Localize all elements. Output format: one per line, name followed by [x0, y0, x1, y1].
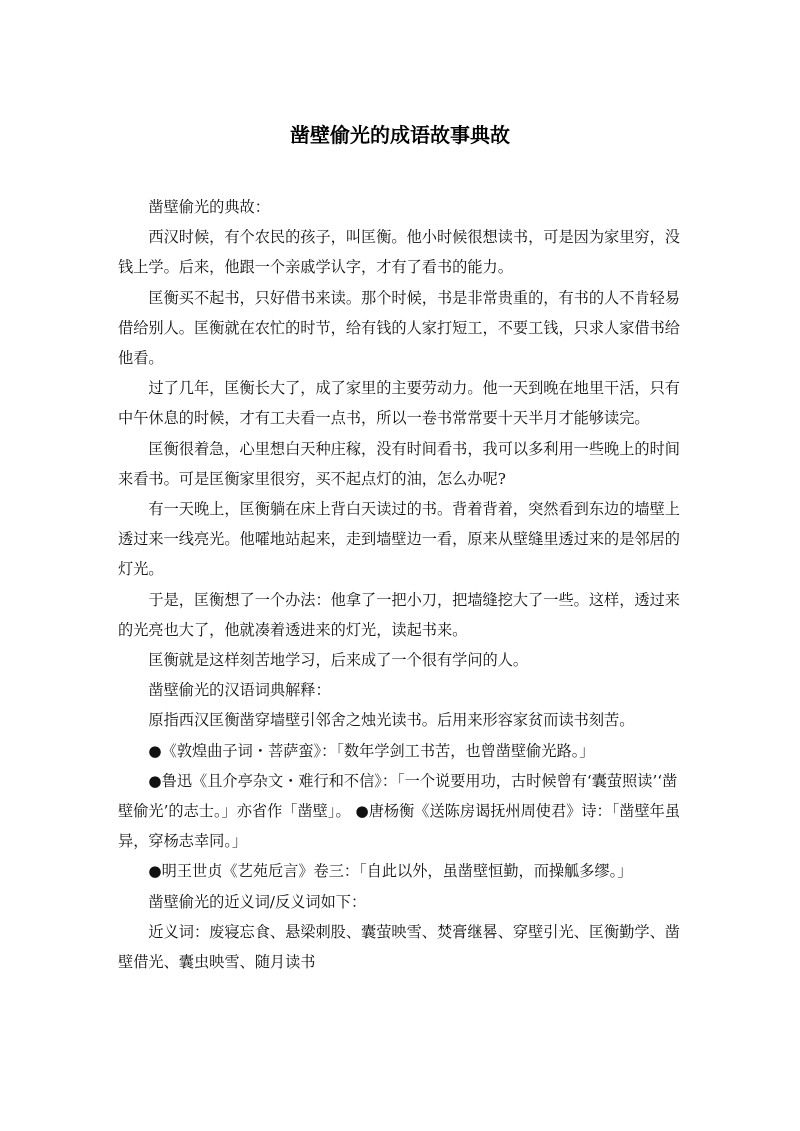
paragraph-synonyms-heading: 凿壁偷光的近义词/反义词如下：	[148, 892, 367, 911]
paragraph: 匡衡买不起书，只好借书来读。那个时候，书是非常贵重的，有书的人不肯轻易借给别人。匡衡就在农忙的时节，给有钱的人家打短工，不要工钱，只求人家借书给他看。	[118, 288, 680, 368]
paragraph: 于是，匡衡想了一个办法：他拿了一把小刀，把墙缝挖大了一些。这样，透过来的光亮也大了，他就凑着透进来的灯光，读起书来。	[118, 590, 680, 639]
citation: ●《敦煌曲子词・菩萨蛮》：「数年学剑工书苦，也曾凿壁偷光路。」	[148, 741, 595, 760]
document-body	[118, 192, 683, 977]
paragraph-definition: 原指西汉匡衡凿穿墙壁引邻舍之烛光读书。后用来形容家贫而读书刻苦。	[148, 711, 635, 730]
paragraph: 匡衡就是这样刻苦地学习，后来成了一个很有学问的人。	[148, 651, 529, 670]
page-title: 凿壁偷光的成语故事典故	[290, 123, 510, 147]
paragraph-synonyms: 近义词：废寝忘食、悬梁刺股、囊萤映雪、焚膏继晷、穿壁引光、匡衡勤学、凿壁借光、囊虫映雪、随月读书	[118, 922, 680, 972]
citation: ●鲁迅《且介亭杂文・难行和不信》：「一个说要用功，古时候曾有‘囊萤照读’‘凿壁偷光’的志士。」亦省作「凿壁」。 ●唐杨衡《送陈房谒抚州周使君》诗：「凿壁年虽异，穿杨志幸同。」	[118, 771, 681, 851]
paragraph: 西汉时候，有个农民的孩子，叫匡衡。他小时候很想读书，可是因为家里穷，没钱上学。后来，他跟一个亲戚学认字，才有了看书的能力。	[118, 228, 680, 277]
paragraph: 有一天晚上，匡衡躺在床上背白天读过的书。背着背着，突然看到东边的墙壁上透过来一线亮光。他嚯地站起来，走到墙壁边一看，原来从壁缝里透过来的是邻居的灯光。	[118, 500, 680, 579]
paragraph: 匡衡很着急，心里想白天种庄稼，没有时间看书，我可以多利用一些晚上的时间来看书。可是匡衡家里很穷，买不起点灯的油，怎么办呢?	[118, 439, 680, 488]
paragraph-origin-heading: 凿壁偷光的典故：	[148, 198, 270, 216]
citation: ●明王世贞《艺苑卮言》卷三：「自此以外，虽凿壁恒勤，而操觚多缪。」	[148, 862, 633, 881]
paragraph-dictionary-heading: 凿壁偷光的汉语词典解释：	[148, 681, 331, 700]
paragraph: 过了几年，匡衡长大了，成了家里的主要劳动力。他一天到晚在地里干活，只有中午休息的时候，才有工夫看一点书，所以一卷书常常要十天半月才能够读完。	[118, 379, 680, 428]
